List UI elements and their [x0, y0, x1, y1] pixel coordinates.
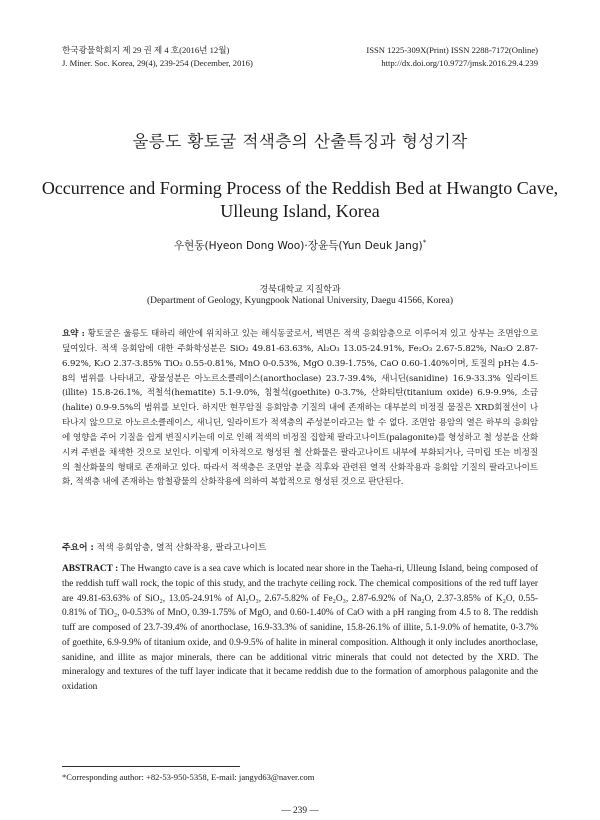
- abstract-en-label: ABSTRACT :: [62, 564, 119, 574]
- corresponding-mark: *: [422, 238, 427, 247]
- abstract-english: [62, 562, 538, 695]
- title-en-line-1: Occurrence and Forming Process of the Reddish Bed at Hwangto Cave,: [41, 178, 559, 198]
- footnote-divider: [62, 766, 240, 767]
- journal-citation: J. Miner. Soc. Korea, 29(4), 239-254 (December, 2016): [62, 58, 253, 68]
- keywords-korean: [62, 541, 538, 556]
- paper-title-english: [40, 177, 560, 223]
- doi-link[interactable]: http://dx.doi.org/10.9727/jmsk.2016.29.4.239: [381, 58, 538, 68]
- keywords-text: 적색 응회암층, 열적 산화작용, 팔라고나이트: [96, 543, 267, 553]
- authors-text: 우현동(Hyeon Dong Woo)·장윤득(Yun Deuk Jang): [173, 240, 423, 252]
- page-number: — 239 —: [281, 806, 319, 816]
- abstract-ko-text: 황토굴은 울릉도 태하리 해안에 위치하고 있는 해식동굴로서, 벽면은 적색 응회암층으로 이루어져 있고 상부는 조면암으로 덮여있다. 적색 응회암에 대한 주화학성분은 SiO₂ 49.81-63.63%, Al₂O₃ 13.05-24.91%, Fe₂O₃ 2.67-5.82%, Na₂O 2.87-6.92%, K₂O 2.37-3.85% TiO₂ 0.55-0.81%, MnO 0-0.53%, MgO 0.39-1.75%, CaO 0.60-1.40%이며, 토질의 pH는 4.5-8의 범위를 나타내고, 광물성분은 아노르소클레이스(anorthoclase) 23.7-39.4%, 새니딘(sanidine) 16.9-33.3% 일라이트(illite) 15.8-26.1%, 적철석(hematite) 5.1-9.0%, 침철석(goethite) 0-3.7%, 산화티탄(titanium oxide) 6.9-9.9%, 소금(halite) 0.9-9.5%의 범위를 보인다. 하지만 현무암질 응회암층 기질의 내에 존재하는 대부분의 비정질 물질은 XRD회절선이 나타나지 않으므로 아노르소클레이스, 새니딘, 일라이트가 적색층의 주성분이라고는 할 수 없다. 조면암 용암의 열은 하부의 응회암에 영향을 주어 기질을 쉽게 변질시키는데 이로 인해 적색의 비정질 집합체 팔라고나이트(palagonite)를 형성하고 철 성분을 산화시켜 주변을 채색한 것으로 보인다. 이렇게 이차적으로 형성된 철 산화물은 팔라고나이트 내부에 부화되거나, 극미립 또는 비정질의 철산화물의 형태로 존재하고 있다. 따라서 적색층은 조면암 분출 직후와 관련된 열적 산화작용과 응회암 기질의 팔라고나이트화, 적색층 내에 존재하는 함철광물의 산화작용에 의하여 복합적으로 형성된 것으로 판단된다.: [62, 329, 538, 488]
- journal-header-left: [62, 44, 253, 70]
- affiliation-english: (Department of Geology, Kyungpook National University, Daegu 41566, Korea): [146, 296, 454, 306]
- corresponding-author-footnote: *Corresponding author: +82-53-950-5358, E-mail: jangyd63@naver.com: [62, 772, 315, 782]
- author-list: [0, 238, 600, 253]
- title-en-line-2: Ulleung Island, Korea: [220, 201, 380, 221]
- abstract-korean: [62, 327, 538, 490]
- abstract-en-text: The Hwangto cave is a sea cave which is located near shore in the Taeha-ri, Ulleung Island, being composed of the reddish tuff wall rock, the topic of this study, and the trachyte ceiling rock. The chemical compositions of the red tuff layer are 49.81-63.63% of SiO₂, 13.05-24.91% of Al₂O₃, 2.67-5.82% of Fe₂O₃, 2.87-6.92% of Na₂O, 2.37-3.85% of K₂O, 0.55-0.81% of TiO₂, 0-0.53% of MnO, 0.39-1.75% of MgO, and 0.60-1.40% of CaO with a pH ranging from 4.5 to 8. The reddish tuff are composed of 23.7-39.4% of anorthoclase, 16.9-33.3% of sanidine, 15.8-26.1% of illite, 5.1-9.0% of hematite, 0-3.7% of goethite, 6.9-9.9% of titanium oxide, and 0.9-9.5% of halite in mineral composition. Although it only includes anorthoclase, sanidine, and illite as major minerals, there can be additional vitric minerals that could not detected by the XRD. The mineralogy and textures of the tuff layer indicate that it became reddish due to the formation of amorphous palagonite and the oxidation: [62, 564, 538, 692]
- affiliation-korean: 경북대학교 지질학과: [259, 285, 341, 295]
- abstract-ko-label: 요약 :: [62, 329, 85, 339]
- keywords-label: 주요어 :: [62, 543, 94, 553]
- journal-header-right: [366, 44, 538, 70]
- issn: ISSN 1225-309X(Print) ISSN 2288-7172(Online): [366, 45, 538, 55]
- paper-title-korean: 울릉도 황토굴 적색층의 산출특징과 형성기작: [132, 132, 468, 151]
- journal-title-ko: 한국광물학회지 제 29 권 제 4 호(2016년 12월): [62, 45, 230, 55]
